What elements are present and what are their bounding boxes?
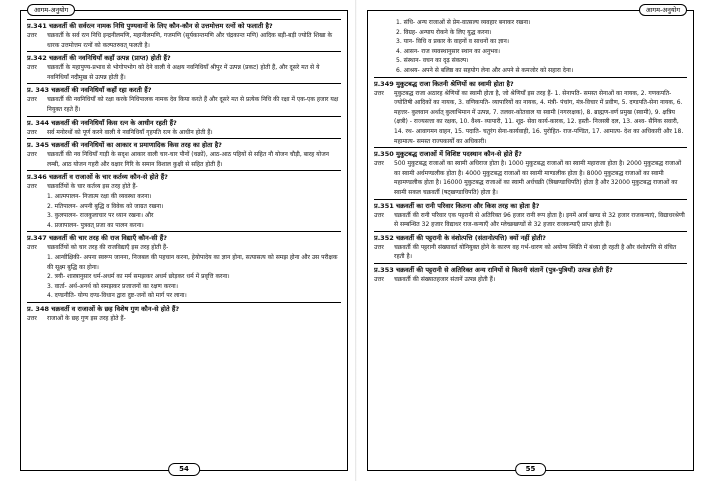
answer-row xyxy=(27,150,341,169)
answer-label: उत्तर xyxy=(374,89,384,97)
answer-list-item: 3. कुलपालन- राजकुलाचार पर ध्यान रखना। और xyxy=(47,212,154,220)
answer-text: चक्रवर्ती की पट्टरानी संख्यावर्त योनियुक्त होने के कारण वह गर्भ-धारण को अयोग्य स्थिति में बंध्या ही रहती है और वंशोत्पत्ति से वंचित रहती है। xyxy=(394,243,677,261)
question-heading: प्र. 348 चक्रवर्ती व राजाओं के छह विशेष गुण कौन-से होते हैं? xyxy=(27,304,180,313)
question-divider xyxy=(374,231,687,232)
answer-text: चक्रवर्ती के महापुण्य-प्रभाव से भोगोपभोग को देने वाली ये अक्षय नवनिधियाँ श्रीपुर में उत्पन्न (प्रकट) होती हैं, और दूसरे मत से ये नवनिधियाँ नदीमुख से उत्पन्न होती हैं। xyxy=(47,64,320,81)
question-heading: प्र.346 चक्रवर्ती व राजाओं के चार कर्तव्य कौन-से होते हैं? xyxy=(27,173,168,182)
answer-label: उत्तर xyxy=(27,128,37,136)
answer-text: 500 मुकुटबद्ध राजाओं का स्वामी अधिराज होता है। 1000 मुकुटबद्ध राजाओं का स्वामी महाराजा होता है। 2000 मुकुटबद्ध राजाओं का स्वामी अर्धमण्डलीक होता है। 4000 मुकुटबद्ध राजाओं का स्वामी माण्डलीक होता है। 8000 मुकुटबद्ध राजाओं का स्वामी महामण्डलीक होता है। 16000 मुकुटबद्ध राजाओं का स्वामी अर्धचक्री (त्रिखण्डाधिपति) होता है और 32000 मुकुटबद्ध राजाओं का स्वामी सकल चक्रवर्ती (षट्खण्डाधिपति) होता है। xyxy=(394,160,682,196)
answer-row xyxy=(27,314,341,324)
question-divider xyxy=(27,116,341,117)
question-divider xyxy=(27,83,341,84)
question-divider xyxy=(27,302,341,303)
answer-row xyxy=(27,95,341,114)
answer-list-item: 4. दण्डनीति- योग्य दण्ड-विधान द्वारा दुष्ट-जनों को मार्ग पर लाना। xyxy=(47,292,187,300)
question-heading: प्र.350 मुकुटबद्ध राजाओं में विशिष्ट पदस्थान कौन-से होते हैं? xyxy=(374,150,522,159)
question-divider xyxy=(27,170,341,171)
question-divider xyxy=(374,77,687,78)
answer-list-item: 1. आत्मपालन- निजात्म रक्षा की व्यवस्था करना। xyxy=(47,192,152,200)
answer-row xyxy=(27,128,341,138)
answer-text: चक्रवर्ती की नव निधियाँ गाड़ी के सदृश आकार वाली चार-चार पौनों (चक्रों), आठ-आठ पहियों से सहित नौ योजन चौड़ी, बारह योजन लम्बी, आठ योजन गहरी और वक्षार गिरि के समान विशाल कुक्षी से सहित होती हैं। xyxy=(47,151,329,168)
answer-label: उत्तर xyxy=(27,64,37,72)
answer-text: चक्रवर्ती के सर्व रत्न निधि इन्द्रनीलमणि, महानीलमणि, गजमणि (सूर्यकान्तमणि और चंद्रकान्त मणि) आदिक बड़ी-बड़ी ज्योति शिखा के धारक उत्तमोत्तम रत्नों को कल्पतरुवत् फलती है। xyxy=(47,32,333,49)
answer-label: उत्तर xyxy=(374,243,384,251)
question-heading: प्र.351 चक्रवर्ती का रानी परिवार कितना और किस तरह का होता है? xyxy=(374,201,540,210)
six-qualities-item: 5. संस्थान- वचन का दृढ़ संकल्प। xyxy=(396,57,469,65)
question-heading: प्र.352 चक्रवर्ती की पट्टरानी के वंशोत्पत्ति (संतानोत्पत्ति) क्यों नहीं होती? xyxy=(374,233,546,242)
right-page-frame xyxy=(367,6,694,473)
answer-list-item: 2. त्रयी- शास्त्रानुसार धर्म-अधर्म का मर्म समझकर अधर्म छोड़कर धर्म में प्रवृत्ति करना। xyxy=(47,273,230,281)
six-qualities-item: 1. संधि- अन्य राजाओं से प्रेम-वात्सल्य व्यवहार बनाकर रखना। xyxy=(396,19,531,26)
answer-label: उत्तर xyxy=(374,211,384,219)
answer-list-item: 4. प्रजापालन- पुत्रवत् प्रजा का पालन करना। xyxy=(47,221,144,229)
answer-label: उत्तर xyxy=(374,160,384,168)
left-page-content xyxy=(27,18,341,452)
answer-label: उत्तर xyxy=(27,183,37,191)
answer-row xyxy=(374,89,687,147)
question-divider xyxy=(374,199,687,200)
answer-text: सर्व मनोरथों को पूर्ण करने वाली ये नवनिधियाँ गृहपति रत्न के आधीन होती हैं। xyxy=(47,128,213,136)
left-running-header: आगम-अनुयोग xyxy=(27,4,75,16)
answer-list-item: 1. आन्वीक्षिकी- अपना स्वरूप जानना, निजबल की पहचान करना, हेयोपादेय का ज्ञान होना, सत्यासत्य को समझ होना और उस परीक्षक की सूक्ष्म बुद्धि का होना। xyxy=(47,253,338,271)
answer-text: चक्रवर्तियों के चार कर्तव्य इस तरह होते हैं- xyxy=(47,183,138,191)
answer-label: उत्तर xyxy=(27,32,37,39)
question-divider xyxy=(27,51,341,52)
right-page-content xyxy=(374,18,687,452)
answer-text: चक्रवर्ती की नवनिधियाँ को रक्षा करके निधिपालक नामक देव किया करते हैं और दूसरे मत से प्रत्येक निधि की रक्षा में एक-एक हजार यक्ष नियुक्त रहते हैं। xyxy=(47,96,339,113)
answer-row xyxy=(374,275,687,285)
question-heading: प्र. 343 चक्रवर्ती की नवनिधियाँ कहाँ रहा करती हैं? xyxy=(27,86,152,95)
left-page-number: 54 xyxy=(168,463,200,476)
answer-text: चक्रवर्ती की संख्यातहजार संतानें उत्पन्न होती हैं। xyxy=(394,275,496,283)
question-divider xyxy=(374,147,687,148)
answer-row xyxy=(27,63,341,82)
answer-row xyxy=(27,243,341,253)
answer-list-item: 3. वार्ता- अर्थ-अनर्थ को समझकर प्रजाजनों का रक्षण करना। xyxy=(47,282,178,290)
answer-text: राजाओं के छह गुण इस तरह होते हैं- xyxy=(47,314,126,322)
question-heading: प्र.341 चक्रवर्ती की सर्वरत्न नामक निधि पुण्यवानों के लिए कौन-कौन से उत्तमोत्तम रत्नों को फलाती है? xyxy=(27,22,273,30)
answer-row xyxy=(27,31,341,50)
answer-row xyxy=(374,243,687,262)
question-heading: प्र.347 चक्रवर्ती की चार तरह की राज विद्याएँ कौन-सी हैं? xyxy=(27,234,167,243)
right-top-list xyxy=(374,18,687,76)
answer-label: उत्तर xyxy=(374,275,384,283)
question-divider xyxy=(27,231,341,232)
answer-label: उत्तर xyxy=(27,244,37,252)
answer-row xyxy=(27,182,341,192)
answer-list xyxy=(47,192,341,230)
question-divider xyxy=(374,263,687,264)
answer-text: चक्रवर्तियों को चार तरह की राजविद्याएँ इस तरह होती हैं- xyxy=(47,244,169,252)
six-qualities-item: 3. यान- विधि व प्रकार के वाहनों व साधनों का ज्ञान। xyxy=(396,38,510,46)
right-page xyxy=(357,0,712,481)
answer-label: उत्तर xyxy=(27,314,37,322)
six-qualities-item: 6. आश्रय- अपने से बलिष्ठ का सहयोग लेना और अपने से कमजोर को सहारा देना। xyxy=(396,66,574,74)
question-heading: प्र. 345 चक्रवर्ती की नवनिधियों का आकार व प्रमाणादिक किस तरह का होता है? xyxy=(27,141,222,150)
question-heading: प्र.353 चक्रवर्ती की पट्टरानी से अतिरिक्त अन्य रानियों से कितनी संतानें (पुत्र-पुत्रियाँ) उत्पन्न होती हैं? xyxy=(374,265,613,274)
right-running-header: आगम-अनुयोग xyxy=(639,4,687,16)
answer-text: मुकुटबद्ध राजा अठारह श्रेणियों का स्वामी होता है, जो श्रेणियाँ इस तरह हैं- 1. सेनापति- समस्त सेनाओं का नायक, 2. गणकपति- ज्योतिषी आदिकों का नायक, 3. वणिकपति- व्यापारियों का नायक, 4. मंत्री- पंचांग, मंत्र-विचार में प्रवीण, 5. दण्डपति-सेना नायक, 6. महत्तर- कुलवान अर्थात् कुलाभिमान में उत्पन्न, 7. तलवर-कोतवाल या स्वामी (नगररक्षक), 8. ब्राह्मण-वर्ण प्रमुख (स्वामी), 9. क्षत्रिय (क्षत्री) - राज्यसत्ता का रक्षक, 10. वैश्य- व्यापारी, 11. शूद्र- सेवा कार्य-कारक, 12. हस्ती- निजस्त्री दल, 13. अश्व- सैनिक सवारी, 14. रथ- आवागमन वाहन, 15. पदाति- चतुरंग सेना-कार्यवाही, 16. पुरोहित- राज-पण्डित, 17. आमात्य- देश का अधिकारी और 18. महामात्य- समस्त राज्यकार्यों का अधिकारी। xyxy=(394,89,684,145)
answer-row xyxy=(374,211,687,230)
question-heading: प्र. 344 चक्रवर्ती की नवनिधियाँ किस रत्न के आधीन रहती हैं? xyxy=(27,118,177,127)
right-page-number: 55 xyxy=(515,463,547,476)
six-qualities-item: 4. आसन- राज व्यवस्थानुसार स्थान का अनुभव। xyxy=(396,47,501,55)
question-heading: प्र.349 मुकुटबद्ध राजा कितनी श्रेणियों का स्वामी होता है? xyxy=(374,79,514,88)
answer-text: चक्रवर्ती की रानी परिवार एक पट्टरानी से अतिरिक्त 96 हजार रानी रूप होता है। इनमें आर्य खण्ड से 32 हजार राजकन्याएं, विद्याधरश्रेणी से सम्बन्धित 32 हजार विद्याधर राज-कन्याएँ और म्लेच्छखण्डों से 32 हजार राजकन्याएँ प्राप्त होती हैं। xyxy=(394,211,685,229)
question-divider xyxy=(27,19,341,20)
answer-label: उत्तर xyxy=(27,151,37,159)
question-heading: प्र.342 चक्रवर्ती की नवनिधियाँ कहाँ उत्पन्न (प्राप्त) होती हैं? xyxy=(27,54,171,63)
question-divider xyxy=(27,138,341,139)
six-qualities-item: 2. विग्रह- अन्याय रोकने के लिए युद्ध करना। xyxy=(396,28,492,36)
answer-row xyxy=(374,159,687,197)
answer-list xyxy=(47,253,341,301)
answer-label: उत्तर xyxy=(27,96,37,104)
left-page-frame xyxy=(20,6,348,473)
answer-list-item: 2. मतिपालन- अपनी बुद्धि व विवेक को जाग्रत रखना। xyxy=(47,202,164,210)
